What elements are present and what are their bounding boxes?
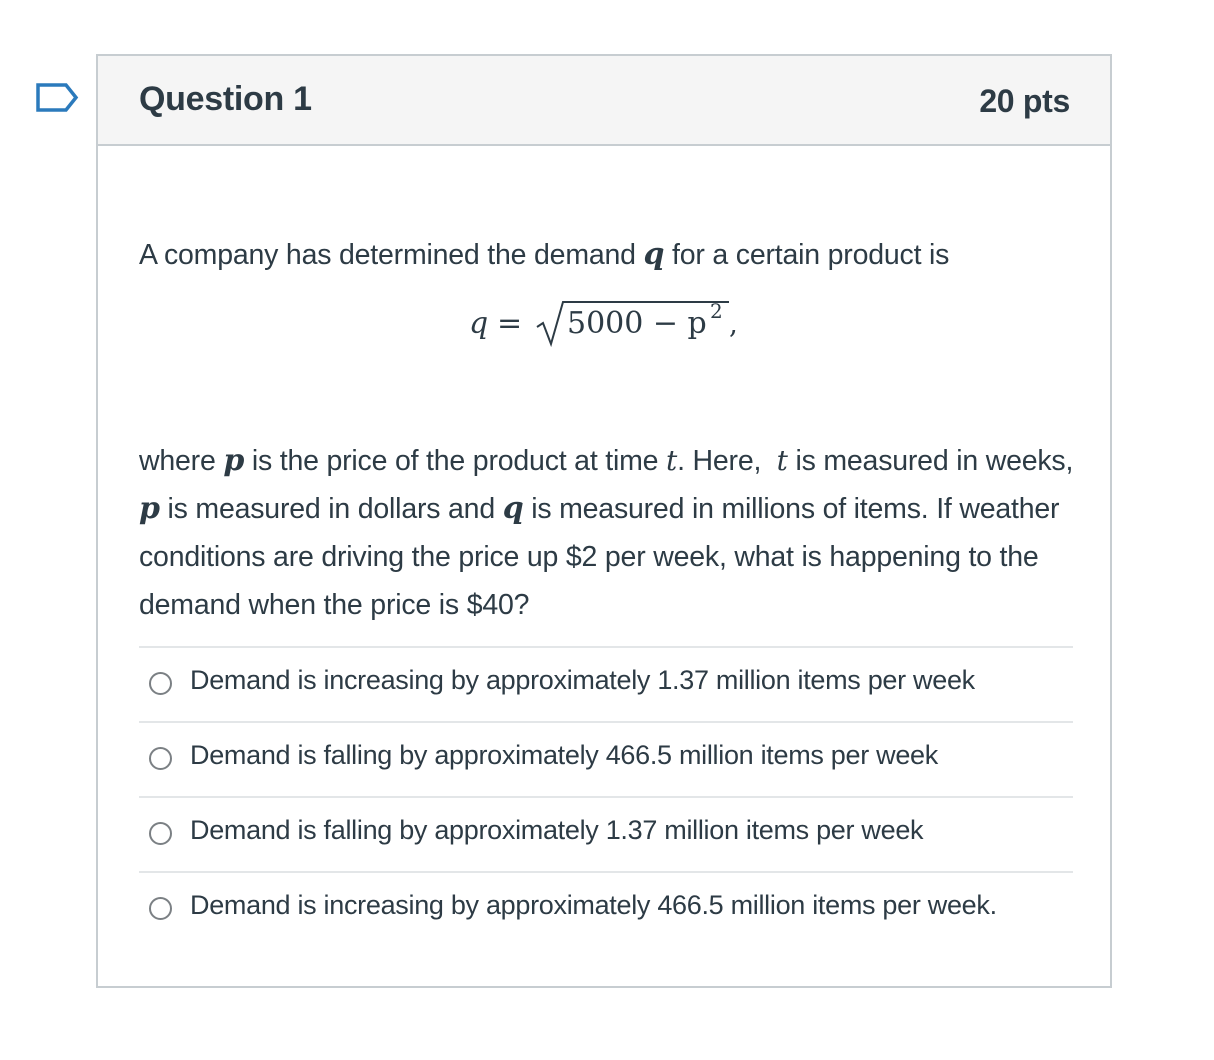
desc-text-3: . Here, xyxy=(677,445,762,477)
answer-label[interactable]: Demand is increasing by approximately 466.5 million items per week. xyxy=(190,890,997,920)
desc-text-5: is measured in dollars and xyxy=(167,493,495,525)
question-description xyxy=(139,437,1079,629)
equation-exponent: 2 xyxy=(710,299,723,323)
math-var-t-2: t xyxy=(776,444,788,477)
answer-list xyxy=(139,646,1073,946)
math-var-t: t xyxy=(666,444,678,477)
answer-label[interactable]: Demand is falling by approximately 1.37 million items per week xyxy=(190,815,924,845)
desc-text-1: where xyxy=(139,445,216,477)
radio-button-icon[interactable] xyxy=(149,747,172,770)
answer-option[interactable] xyxy=(139,796,1073,871)
math-var-q: q xyxy=(643,237,665,272)
math-var-q-2: q xyxy=(502,491,524,526)
equation-equals: = xyxy=(497,306,523,341)
radio-button-icon[interactable] xyxy=(149,897,172,920)
math-var-p-2: p xyxy=(139,491,160,526)
answer-label[interactable]: Demand is increasing by approximately 1.37 million items per week xyxy=(190,665,975,695)
equation-comma: , xyxy=(729,307,738,340)
intro-text: A company has determined the demand xyxy=(139,239,636,271)
desc-text-6: is measured in millions of items. If weather conditions are driving the price up $2 per week, what is happening to the demand when the price is $40? xyxy=(139,493,1060,621)
question-card xyxy=(96,54,1112,988)
radio-button-icon[interactable] xyxy=(149,822,172,845)
answer-option[interactable] xyxy=(139,721,1073,796)
equation-lhs: q xyxy=(469,306,489,341)
math-var-p: p xyxy=(223,443,245,478)
flag-question-icon[interactable] xyxy=(36,82,80,116)
desc-text-2: is the price of the product at time xyxy=(251,445,659,477)
answer-label[interactable]: Demand is falling by approximately 466.5 million items per week xyxy=(190,740,938,770)
demand-equation xyxy=(469,298,769,348)
question-title: Question 1 xyxy=(139,80,312,118)
question-header xyxy=(98,56,1110,146)
question-points: 20 pts xyxy=(979,83,1070,119)
answer-option[interactable] xyxy=(139,646,1073,721)
question-intro xyxy=(139,231,949,279)
answer-option[interactable] xyxy=(139,871,1073,946)
desc-text-4: is measured in weeks, xyxy=(795,445,1074,477)
intro-text-2: for a certain product is xyxy=(672,239,950,271)
equation-radicand: 5000 − p xyxy=(567,306,707,341)
radio-button-icon[interactable] xyxy=(149,672,172,695)
